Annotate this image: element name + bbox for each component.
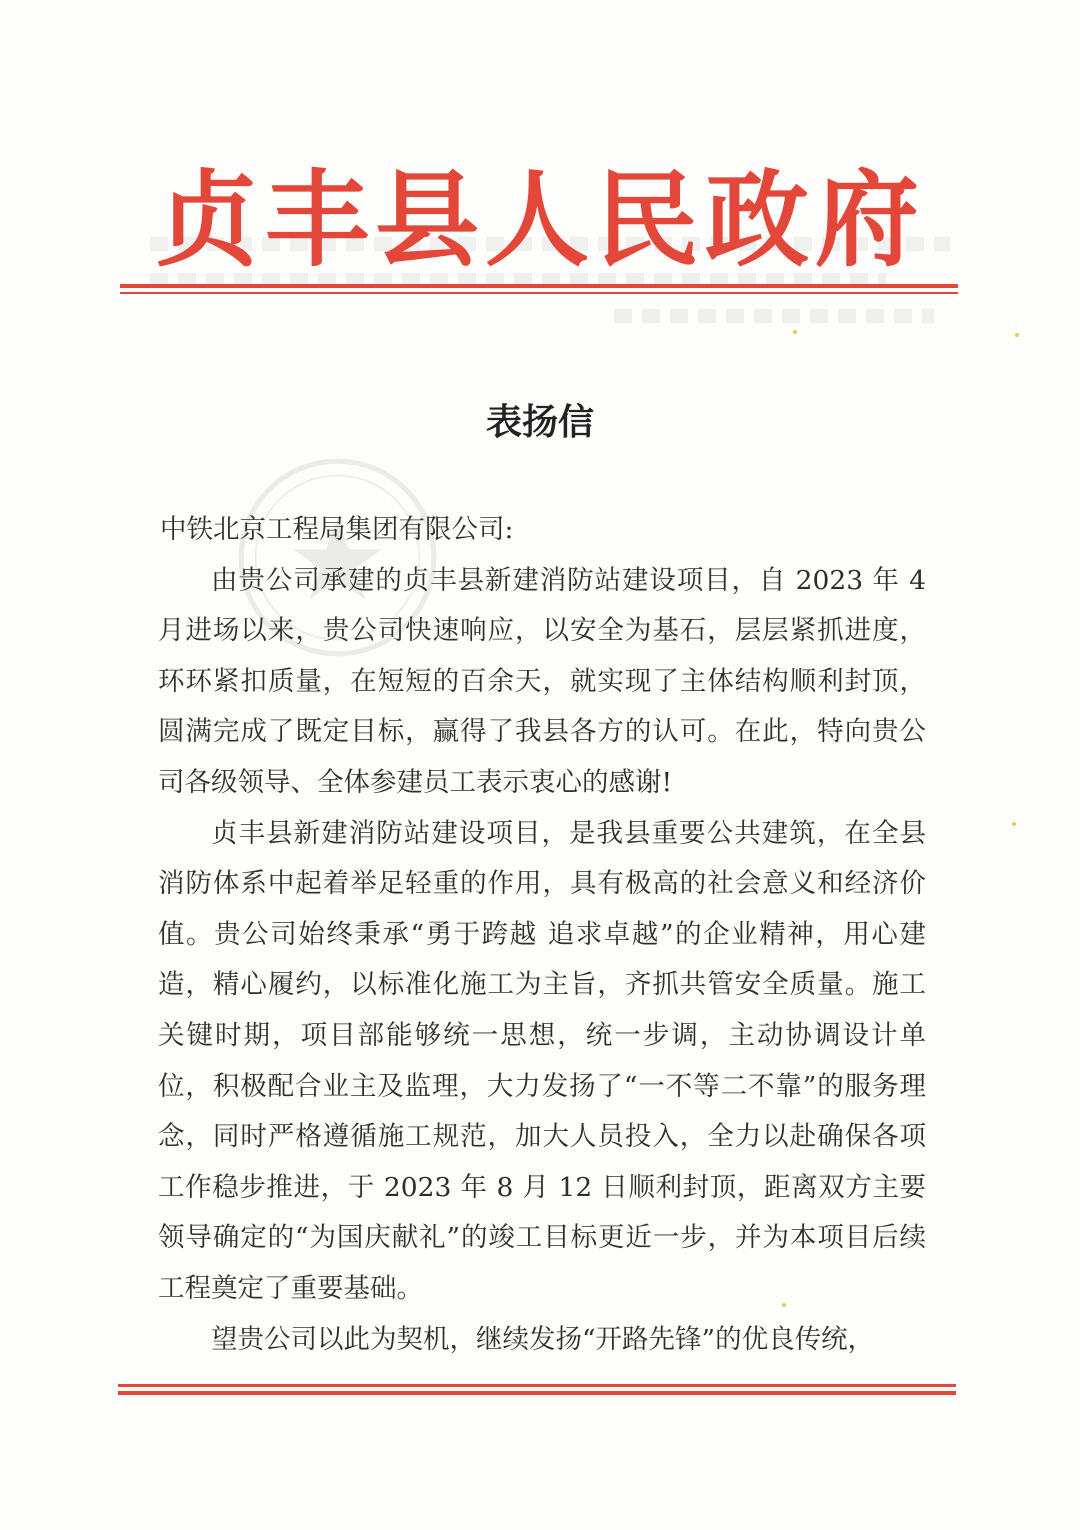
letter-body: [158, 505, 926, 1365]
paragraph-2: 贞丰县新建消防站建设项目，是我县重要公共建筑，在全县消防体系中起着举足轻重的作用，具有极高的社会意义和经济价值。贵公司始终秉承“勇于跨越 追求卓越”的企业精神，用心建造，精心履约，以标准化施工为主旨，齐抓共管安全质量。施工关键时期，项目部能够统一思想，统一步调，主动协调设计单位，积极配合业主及监理，大力发扬了“一不等二不靠”的服务理念，同时严格遵循施工规范，加大人员投入，全力以赴确保各项工作稳步推进，于 2023 年 8 月 12 日顺利封顶，距离双方主要领导确定的“为国庆献礼”的竣工目标更近一步，并为本项目后续工程奠定了重要基础。: [158, 817, 926, 1304]
speck: [782, 1303, 786, 1307]
header-rule-thick: [120, 284, 958, 288]
speck: [1015, 333, 1019, 337]
footer-rule-thin: [118, 1384, 956, 1387]
speck: [1012, 822, 1016, 826]
document-title: 表扬信: [485, 402, 594, 443]
header-rule-thin: [120, 292, 958, 294]
issuer-masthead: 贞丰县人民政府: [154, 159, 925, 281]
speck: [793, 330, 797, 334]
footer-rule-thick: [118, 1391, 956, 1395]
paragraph-1: 由贵公司承建的贞丰县新建消防站建设项目，自 2023 年 4 月进场以来，贵公司快速响应，以安全为基石，层层紧抓进度，环环紧扣质量，在短短的百余天，就实现了主体结构顺利封顶，圆满完成了既定目标，赢得了我县各方的认可。在此，特向贵公司各级领导、全体参建员工表示衷心的感谢!: [158, 564, 926, 798]
salutation: 中铁北京工程局集团有限公司:: [160, 514, 514, 545]
paragraph-3: 望贵公司以此为契机，继续发扬“开路先锋”的优良传统，: [211, 1323, 875, 1355]
